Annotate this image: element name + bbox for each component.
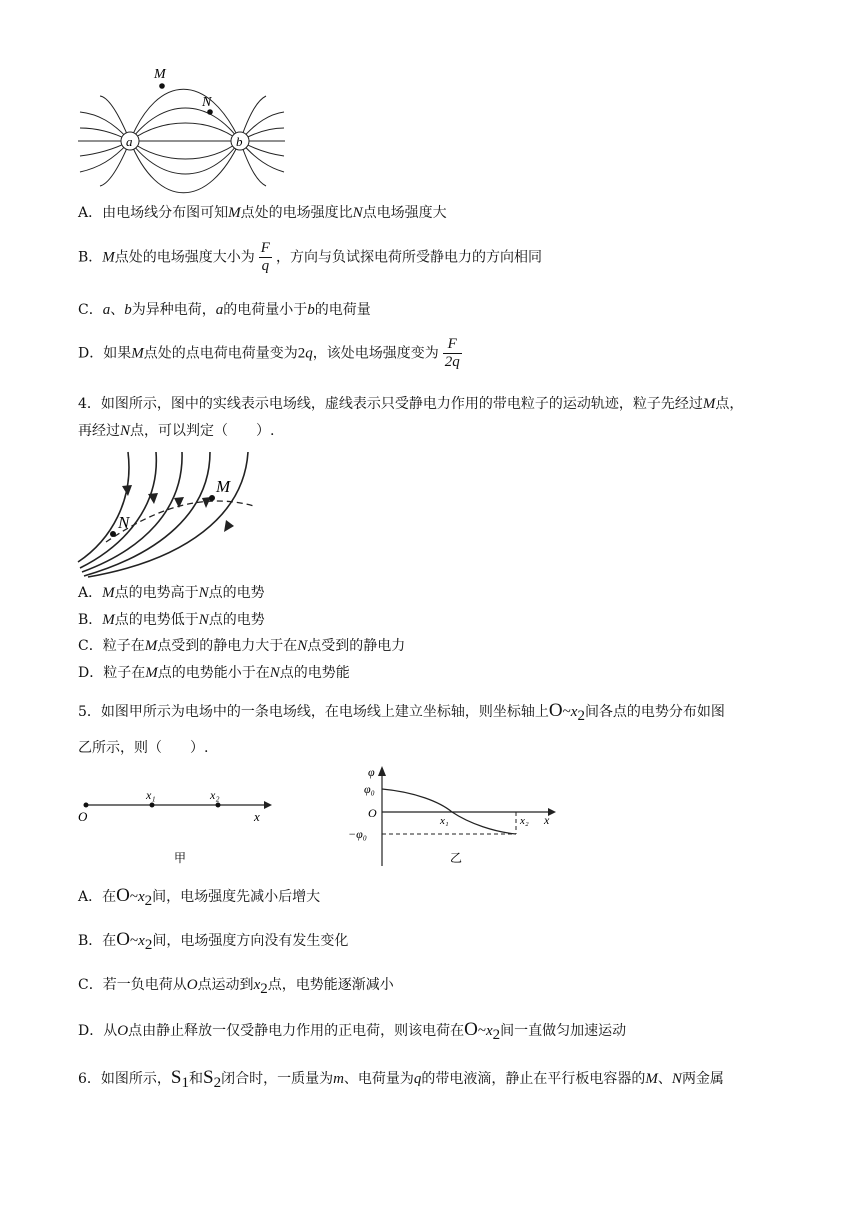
- text: 为异种电荷，: [131, 302, 216, 318]
- field-lines-figure-trajectory: [76, 450, 256, 578]
- text: C．若一负电荷从: [78, 977, 187, 993]
- text: 再经过: [78, 423, 120, 439]
- point-M-fig2: [209, 495, 215, 501]
- q5-stem-line1: [78, 701, 725, 726]
- text: 闭合时，一质量为: [221, 1071, 334, 1087]
- var: O: [117, 1023, 129, 1039]
- math-sub: 2: [144, 892, 153, 909]
- math-sub: 2: [213, 1074, 222, 1091]
- var: M: [144, 638, 158, 654]
- math-x: x: [138, 933, 145, 949]
- math-x: x: [570, 704, 578, 720]
- label-x: x: [544, 813, 550, 827]
- text: D．从: [78, 1023, 118, 1039]
- text: 、: [657, 1071, 672, 1087]
- q4-stem-line1: [78, 394, 743, 414]
- label-O: O: [78, 809, 88, 824]
- q4-stem-line2: [78, 421, 274, 441]
- fraction-F-over-q: [259, 240, 272, 275]
- var: N: [198, 612, 209, 628]
- math-x: x: [253, 977, 261, 993]
- text: B．: [78, 612, 103, 628]
- math-O: O: [116, 885, 130, 906]
- math-sub: 2: [492, 1026, 501, 1043]
- math-tilde: ~: [129, 889, 138, 905]
- var: b: [307, 302, 315, 318]
- text: B．在: [78, 933, 117, 949]
- fraction-F-over-2q: [443, 336, 462, 371]
- label-x2: x₂: [520, 815, 529, 827]
- math-tilde: ~: [562, 704, 571, 720]
- q5-stem-line2: [78, 738, 208, 758]
- text: 点，电势能逐渐减小: [267, 977, 394, 993]
- math-sub: 2: [260, 980, 268, 997]
- text: A．在: [78, 889, 117, 905]
- q5-option-d[interactable]: [78, 1020, 626, 1045]
- text: 点运动到: [197, 977, 254, 993]
- var: N: [120, 423, 131, 439]
- text: A．: [78, 585, 103, 601]
- text: ，该处电场强度变为: [312, 345, 439, 362]
- q3-option-b[interactable]: [78, 240, 542, 275]
- var: N: [198, 585, 209, 601]
- label-M-fig2: M: [216, 477, 231, 496]
- label-x1: x₁: [146, 788, 156, 802]
- text: ，方向与负试探电荷所受静电力的方向相同: [275, 249, 542, 266]
- text: 点受到的静电力: [307, 638, 406, 654]
- var: M: [702, 396, 716, 412]
- text: 点，: [715, 396, 744, 412]
- label-x1: x₁: [440, 815, 449, 827]
- label-N: N: [202, 95, 212, 110]
- label-a: a: [126, 134, 133, 149]
- text: 6．如图所示，: [78, 1071, 171, 1087]
- var: a: [102, 302, 111, 318]
- text: 点电场强度大: [362, 205, 447, 221]
- field-lines-figure-ab: [78, 62, 288, 192]
- var: M: [102, 585, 115, 601]
- text: 4．如图所示，图中的实线表示电场线，虚线表示只受静电力作用的带电粒子的运动轨迹，粒子先经过: [78, 396, 703, 412]
- text: 点的电势高于: [114, 585, 199, 601]
- text: A．由电场线分布图可知: [78, 205, 229, 221]
- text: 点的电势能小于在: [157, 665, 270, 681]
- q4-option-c[interactable]: [78, 636, 405, 656]
- text: 乙所示，则（ ）.: [78, 740, 209, 756]
- text: 5．如图甲所示为电场中的一条电场线，在电场线上建立坐标轴，则坐标轴上: [78, 704, 549, 720]
- text: 和: [189, 1071, 203, 1087]
- var: M: [131, 345, 144, 362]
- point-M: [159, 83, 165, 89]
- math-sub: 1: [181, 1074, 189, 1091]
- var: N: [671, 1071, 682, 1087]
- label-M: M: [154, 67, 166, 82]
- label-phi0: φ₀: [364, 782, 375, 796]
- var: N: [269, 665, 280, 681]
- text: 的带电液滴，静止在平行板电容器的: [421, 1071, 646, 1087]
- text: C．: [78, 302, 103, 318]
- math: 2: [297, 345, 306, 362]
- text: 、电荷量为: [343, 1071, 414, 1087]
- text: D．粒子在: [78, 665, 146, 681]
- var: N: [297, 638, 308, 654]
- var: M: [102, 249, 115, 266]
- math-S: S: [170, 1067, 182, 1088]
- label-O: O: [368, 806, 377, 820]
- text: 的电荷量小于: [223, 302, 308, 318]
- math-O: O: [548, 700, 563, 721]
- var: M: [145, 665, 158, 681]
- var: M: [102, 612, 115, 628]
- math-O: O: [116, 929, 131, 950]
- label-x2: x₂: [210, 788, 220, 802]
- caption-jia: 甲: [174, 851, 187, 865]
- math-O: O: [464, 1019, 478, 1040]
- figure-jia-axis: [78, 788, 278, 868]
- math-S: S: [203, 1067, 214, 1088]
- text: 点由静止释放一仅受静电力作用的正电荷，则该电荷在: [128, 1023, 465, 1039]
- label-N-fig2: N: [118, 513, 130, 532]
- var: O: [186, 977, 198, 993]
- text: 两金属: [681, 1071, 724, 1087]
- text: 点处的点电荷电荷量变为: [143, 345, 298, 362]
- denominator: 2q: [444, 354, 460, 370]
- text: 点的电势: [208, 612, 265, 628]
- var: m: [333, 1071, 344, 1087]
- label-b: b: [236, 134, 243, 149]
- text: B．: [78, 249, 103, 266]
- q3-option-d[interactable]: [78, 336, 466, 371]
- var: q: [305, 345, 313, 362]
- point-N-fig2: [110, 531, 116, 537]
- figure-yi-potential-graph: [330, 762, 570, 872]
- math-tilde: ~: [477, 1023, 486, 1039]
- text: 间，电场强度先减小后增大: [152, 889, 321, 905]
- point-N: [207, 109, 213, 115]
- text: 点，可以判定（ ）.: [130, 423, 275, 439]
- text: 间一直做匀加速运动: [500, 1023, 627, 1039]
- text: 间，电场强度方向没有发生变化: [152, 933, 349, 949]
- text: 、: [110, 302, 125, 318]
- var: M: [228, 205, 241, 221]
- q3-option-c[interactable]: [78, 300, 371, 320]
- text: C．粒子在: [78, 638, 145, 654]
- caption-yi: 乙: [450, 851, 463, 865]
- q5-option-c[interactable]: [78, 975, 394, 999]
- text: D．如果: [78, 345, 132, 362]
- var: M: [645, 1071, 658, 1087]
- text: 点的电势: [208, 585, 265, 601]
- text: 点的电势能: [279, 665, 350, 681]
- label-phi: φ: [368, 765, 375, 779]
- math-x: x: [485, 1023, 493, 1039]
- math-sub: 2: [577, 707, 585, 724]
- var: a: [215, 302, 224, 318]
- q5-option-a[interactable]: [78, 886, 320, 911]
- q4-option-b[interactable]: [78, 610, 265, 630]
- text: 点的电势低于: [114, 612, 199, 628]
- numerator: F: [260, 240, 270, 256]
- var: q: [413, 1071, 422, 1087]
- text: 的电荷量: [314, 302, 371, 318]
- var: b: [124, 302, 132, 318]
- math-tilde: ~: [130, 933, 139, 949]
- math-x: x: [137, 889, 145, 905]
- text: 点处的电场强度大小为: [114, 249, 255, 266]
- var: N: [352, 205, 363, 221]
- q4-option-a[interactable]: [78, 583, 265, 603]
- label-x: x: [254, 809, 260, 824]
- text: 点处的电场强度比: [240, 205, 353, 221]
- q3-option-a[interactable]: [78, 203, 447, 223]
- text: 间各点的电势分布如图: [584, 704, 725, 720]
- label-neg-phi0: −φ₀: [348, 827, 367, 841]
- q5-option-b[interactable]: [78, 930, 348, 955]
- math-sub: 2: [144, 936, 153, 953]
- text: 点受到的静电力大于在: [157, 638, 298, 654]
- denominator: q: [261, 258, 270, 274]
- numerator: F: [443, 336, 462, 354]
- q4-option-d[interactable]: [78, 663, 350, 683]
- q6-stem-line1: [78, 1068, 724, 1093]
